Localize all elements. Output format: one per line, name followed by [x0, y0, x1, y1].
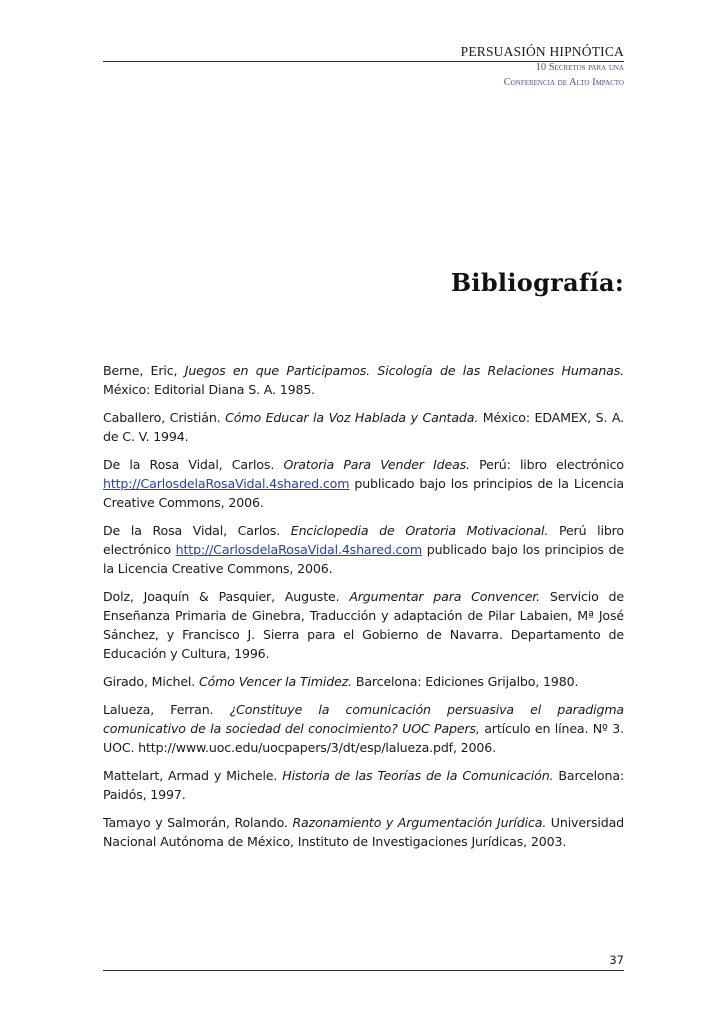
bibliography-entry: [103, 813, 624, 851]
entry-details: México: Editorial Diana S. A. 1985.: [103, 382, 316, 397]
entry-details-end: publicado bajo los principios de la Licencia Creative Commons, 2006.: [103, 542, 624, 576]
running-header-subtitle-line2: Conferencia de Alto Impacto: [503, 77, 624, 88]
entry-title: Cómo Educar la Voz Hablada y Cantada.: [225, 410, 479, 425]
entry-title: Enciclopedia de Oratoria Motivacional.: [290, 523, 549, 538]
entry-author: Caballero, Cristián.: [103, 410, 226, 425]
entry-details: Perú libro electrónico: [103, 523, 624, 557]
entry-author: Dolz, Joaquín & Pasquier, Auguste.: [103, 589, 350, 604]
bibliography-entry: [103, 587, 624, 663]
entry-title: Oratoria Para Vender Ideas.: [283, 457, 470, 472]
footer-rule: [103, 970, 624, 971]
entry-author: Mattelart, Armad y Michele.: [103, 768, 283, 783]
entry-details: Barcelona: Ediciones Grijalbo, 1980.: [352, 674, 579, 689]
bibliography-entry: [103, 521, 624, 578]
entry-title: Historia de las Teorías de la Comunicación.: [282, 768, 554, 783]
entry-title: Cómo Vencer la Timidez.: [198, 674, 353, 689]
running-header-subtitle-line1: 10 Secretos para una: [535, 62, 624, 73]
entry-details: artículo en línea. Nº 3. UOC. http://www.uoc.edu/uocpapers/3/dt/esp/lalueza.pdf, 2006.: [103, 721, 624, 755]
bibliography-entry: [103, 455, 624, 512]
entry-title: ¿Constituye la comunicación persuasiva el paradigma comunicativo de la sociedad del conocimiento? UOC Papers,: [103, 702, 624, 736]
bibliography-entry: [103, 700, 624, 757]
entry-details: Perú: libro electrónico: [469, 457, 624, 472]
entry-author: Girado, Michel.: [103, 674, 199, 689]
entry-author: De la Rosa Vidal, Carlos.: [103, 457, 284, 472]
entry-title: Juegos en que Participamos. Sicología de las Relaciones Humanas.: [184, 363, 624, 378]
section-heading: Bibliografía:: [450, 268, 624, 297]
bibliography-entry: [103, 766, 624, 804]
running-header-title: PERSUASIÓN HIPNÓTICA: [460, 44, 624, 59]
entry-link[interactable]: http://CarlosdelaRosaVidal.4shared.com: [103, 476, 350, 491]
entry-link[interactable]: http://CarlosdelaRosaVidal.4shared.com: [175, 542, 422, 557]
page-number: 37: [609, 953, 624, 967]
bibliography-entry: [103, 408, 624, 446]
entry-title: Argumentar para Convencer.: [349, 589, 541, 604]
entry-details: Barcelona: Paidós, 1997.: [103, 768, 624, 802]
entry-author: Tamayo y Salmorán, Rolando.: [103, 815, 293, 830]
bibliography-entry: [103, 361, 624, 399]
entry-author: Lalueza, Ferran.: [103, 702, 230, 717]
bibliography-entry: [103, 672, 624, 691]
entry-details-end: publicado bajo los principios de la Licencia Creative Commons, 2006.: [103, 476, 624, 510]
entry-author: De la Rosa Vidal, Carlos.: [103, 523, 291, 538]
entry-details: México: EDAMEX, S. A. de C. V. 1994.: [103, 410, 625, 444]
entry-details: Servicio de Enseñanza Primaria de Ginebra, Traducción y adaptación de Pilar Labaien, Mª José Sánchez, y Francisco J. Sierra para el Gobierno de Navarra. Departamento de Educación y Cultura, 1996.: [103, 589, 624, 661]
entry-details: Universidad Nacional Autónoma de México, Instituto de Investigaciones Jurídicas, 2003.: [103, 815, 624, 849]
entry-author: Berne, Eric,: [103, 363, 185, 378]
bibliography-list: [103, 361, 624, 860]
entry-title: Razonamiento y Argumentación Jurídica.: [292, 815, 547, 830]
